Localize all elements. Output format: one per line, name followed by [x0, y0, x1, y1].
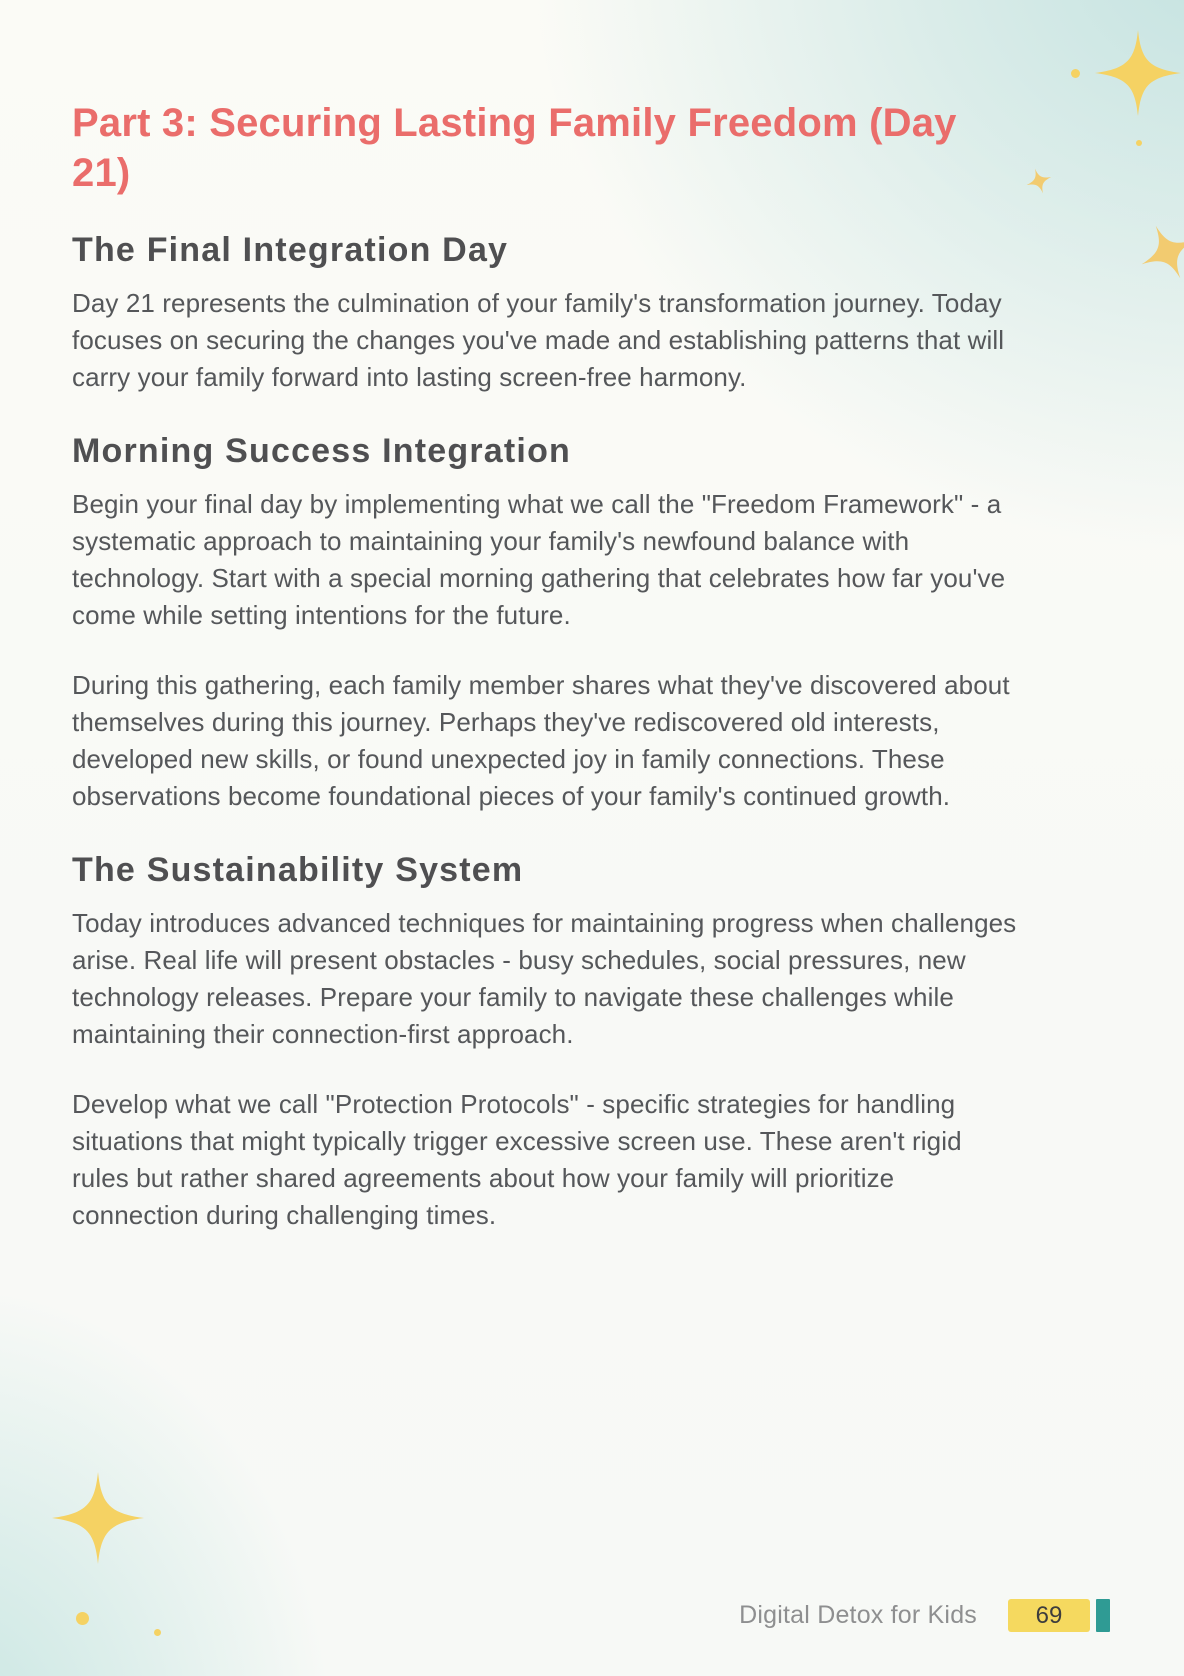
section-heading-sustainability-system: The Sustainability System	[72, 851, 524, 889]
book-title: Digital Detox for Kids	[739, 1601, 977, 1629]
part-title: Part 3: Securing Lasting Family Freedom (Day 21)	[72, 101, 957, 195]
footer-accent-bar	[1096, 1599, 1110, 1632]
paragraph: Day 21 represents the culmination of your family's transformation journey. Today focuses on securing the changes you've made and establishing patterns that will carry your family forward into lasting screen-free harmony.	[72, 288, 1005, 392]
paragraph: Develop what we call "Protection Protocols" - specific strategies for handling situations that might typically trigger excessive screen use. These aren't rigid rules but rather shared agreements about how your family will prioritize connection during challenging times.	[72, 1089, 962, 1230]
dot-icon	[1071, 69, 1080, 78]
dot-icon	[1136, 140, 1142, 146]
sparkle-icon	[1095, 30, 1181, 116]
page-footer	[739, 1599, 1110, 1632]
section-heading-morning-success-integration: Morning Success Integration	[72, 432, 572, 470]
sparkle-icon	[1129, 213, 1184, 290]
sparkle-icon	[52, 1472, 144, 1564]
sparkle-icon	[1023, 165, 1056, 198]
section-heading-final-integration-day: The Final Integration Day	[72, 231, 509, 269]
paragraph: Today introduces advanced techniques for maintaining progress when challenges arise. Real life will present obstacles - busy schedules, social pressures, new technology releases. Prepare your family to navigate these challenges while maintaining their connection-first approach.	[72, 908, 1017, 1049]
page-number-badge: 69	[1008, 1599, 1090, 1632]
paragraph: During this gathering, each family member shares what they've discovered about themselves during this journey. Perhaps they've rediscovered old interests, developed new skills, or found unexpected joy in family connections. These observations become foundational pieces of your family's continued growth.	[72, 670, 1010, 811]
paragraph: Begin your final day by implementing what we call the "Freedom Framework" - a systematic approach to maintaining your family's newfound balance with technology. Start with a special morning gathering that celebrates how far you've come while setting intentions for the future.	[72, 489, 1006, 630]
dot-icon	[76, 1612, 89, 1625]
dot-icon	[154, 1629, 161, 1636]
page-content	[72, 0, 1024, 1267]
